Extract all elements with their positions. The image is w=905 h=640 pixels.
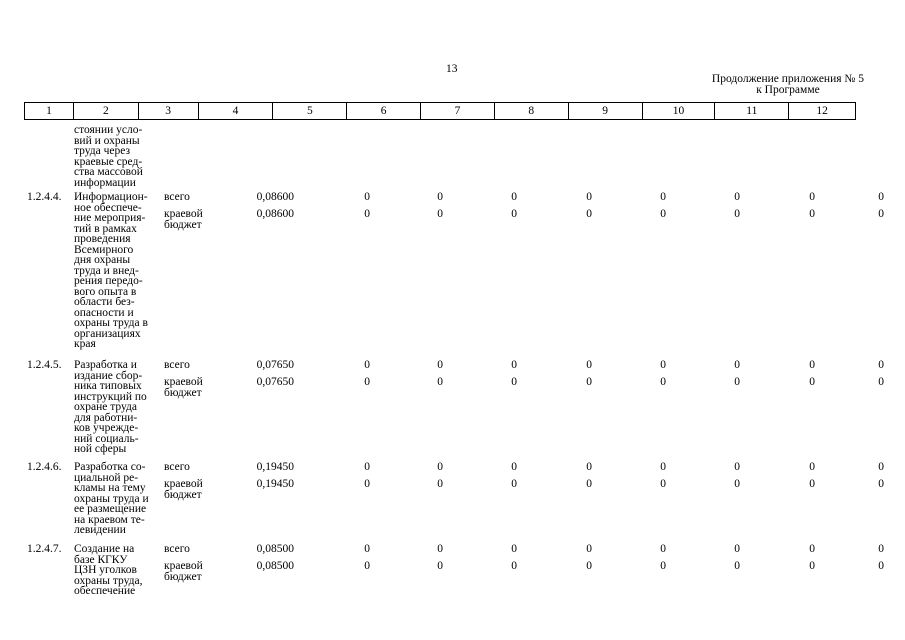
amount-col-9: 0 [660,359,666,371]
table-header [24,102,856,120]
amount-col-5: 0 [364,461,370,473]
appendix-note-line2: к Программе [756,84,820,96]
funding-source: всего [164,359,190,371]
amount-col-7: 0 [511,461,517,473]
header-col-8: 8 [495,103,569,119]
header-col-11: 11 [715,103,789,119]
amount-col-7: 0 [511,478,517,490]
amount-col-10: 0 [734,543,740,555]
amount-col-5: 0 [364,376,370,388]
amount-col-7: 0 [511,543,517,555]
amount-col-6: 0 [437,478,443,490]
header-col-9: 9 [569,103,643,119]
amount-col-5: 0 [364,208,370,220]
amount-col-6: 0 [437,543,443,555]
amount-col-5: 0 [364,191,370,203]
page-number: 13 [446,63,458,75]
amount-col-7: 0 [511,359,517,371]
amount-col-8: 0 [586,191,592,203]
amount-col-11: 0 [809,560,815,572]
amount-col-11: 0 [809,376,815,388]
appendix-note-line1: Продолжение приложения № 5 [711,73,864,85]
amount-total: 0,08500 [256,543,294,555]
amount-col-10: 0 [734,359,740,371]
header-col-6: 6 [347,103,421,119]
amount-col-10: 0 [734,376,740,388]
funding-source: краевой бюджет [164,478,203,501]
row-name: Разработка со- циальной ре- кламы на тему охраны труда и ее размещение на краевом те- левидении [74,461,149,536]
amount-col-8: 0 [586,208,592,220]
header-col-7: 7 [421,103,495,119]
amount-col-8: 0 [586,543,592,555]
amount-total: 0,07650 [256,359,294,371]
funding-source: краевой бюджет [164,376,203,399]
header-col-5: 5 [273,103,347,119]
amount-col-8: 0 [586,376,592,388]
amount-col-11: 0 [809,543,815,555]
row-name: Информацион- ное обеспече- ние мероприя- тий в рамках проведения Всемирного дня охраны труда и внед- рения передо- вого опыта в области без- опасности и охраны труда в организациях края [74,191,148,350]
amount-col-12: 0 [878,359,884,371]
amount-col-9: 0 [660,461,666,473]
amount-col-7: 0 [511,376,517,388]
amount-col-11: 0 [809,191,815,203]
row-code: 1.2.4.6. [27,461,62,473]
amount-total: 0,08600 [256,208,294,220]
amount-col-12: 0 [878,191,884,203]
header-col-3: 3 [139,103,199,119]
amount-col-6: 0 [437,461,443,473]
header-col-1: 1 [25,103,74,119]
amount-col-10: 0 [734,191,740,203]
continued-name-text: стоянии усло- вий и охраны труда через краевые сред- ства массовой информации [74,124,143,189]
amount-col-7: 0 [511,208,517,220]
amount-col-10: 0 [734,560,740,572]
amount-col-8: 0 [586,359,592,371]
amount-col-11: 0 [809,461,815,473]
amount-col-10: 0 [734,478,740,490]
amount-total: 0,19450 [256,461,294,473]
amount-col-6: 0 [437,208,443,220]
amount-col-6: 0 [437,359,443,371]
amount-total: 0,19450 [256,478,294,490]
amount-col-12: 0 [878,461,884,473]
funding-source: всего [164,191,190,203]
funding-source: всего [164,461,190,473]
row-code: 1.2.4.5. [27,359,62,371]
amount-col-9: 0 [660,560,666,572]
funding-source: краевой бюджет [164,208,203,231]
amount-col-9: 0 [660,208,666,220]
amount-col-6: 0 [437,376,443,388]
amount-col-8: 0 [586,478,592,490]
header-col-2: 2 [74,103,139,119]
row-name: Разработка и издание сбор- ника типовых инструкций по охране труда для работни- ков учрежде- ний социаль- ной сферы [74,359,147,455]
amount-col-6: 0 [437,191,443,203]
amount-total: 0,08500 [256,560,294,572]
amount-col-9: 0 [660,191,666,203]
amount-col-12: 0 [878,478,884,490]
amount-col-10: 0 [734,461,740,473]
amount-col-6: 0 [437,560,443,572]
funding-source: всего [164,543,190,555]
amount-total: 0,07650 [256,376,294,388]
amount-col-12: 0 [878,543,884,555]
amount-col-8: 0 [586,461,592,473]
funding-source: краевой бюджет [164,560,203,583]
amount-col-5: 0 [364,478,370,490]
amount-col-5: 0 [364,543,370,555]
amount-col-8: 0 [586,560,592,572]
amount-col-11: 0 [809,359,815,371]
row-code: 1.2.4.4. [27,191,62,203]
row-code: 1.2.4.7. [27,543,62,555]
header-col-4: 4 [199,103,274,119]
amount-col-5: 0 [364,560,370,572]
amount-total: 0,08600 [256,191,294,203]
amount-col-9: 0 [660,543,666,555]
amount-col-12: 0 [878,560,884,572]
header-col-10: 10 [643,103,716,119]
appendix-note [712,74,864,96]
amount-col-7: 0 [511,191,517,203]
amount-col-9: 0 [660,478,666,490]
amount-col-7: 0 [511,560,517,572]
row-name: Создание на базе КГКУ ЦЗН уголков охраны труда, обеспечение [74,543,143,597]
amount-col-11: 0 [809,208,815,220]
header-col-12: 12 [816,105,828,117]
amount-col-12: 0 [878,208,884,220]
amount-col-9: 0 [660,376,666,388]
amount-col-5: 0 [364,359,370,371]
amount-col-11: 0 [809,478,815,490]
amount-col-12: 0 [878,376,884,388]
amount-col-10: 0 [734,208,740,220]
